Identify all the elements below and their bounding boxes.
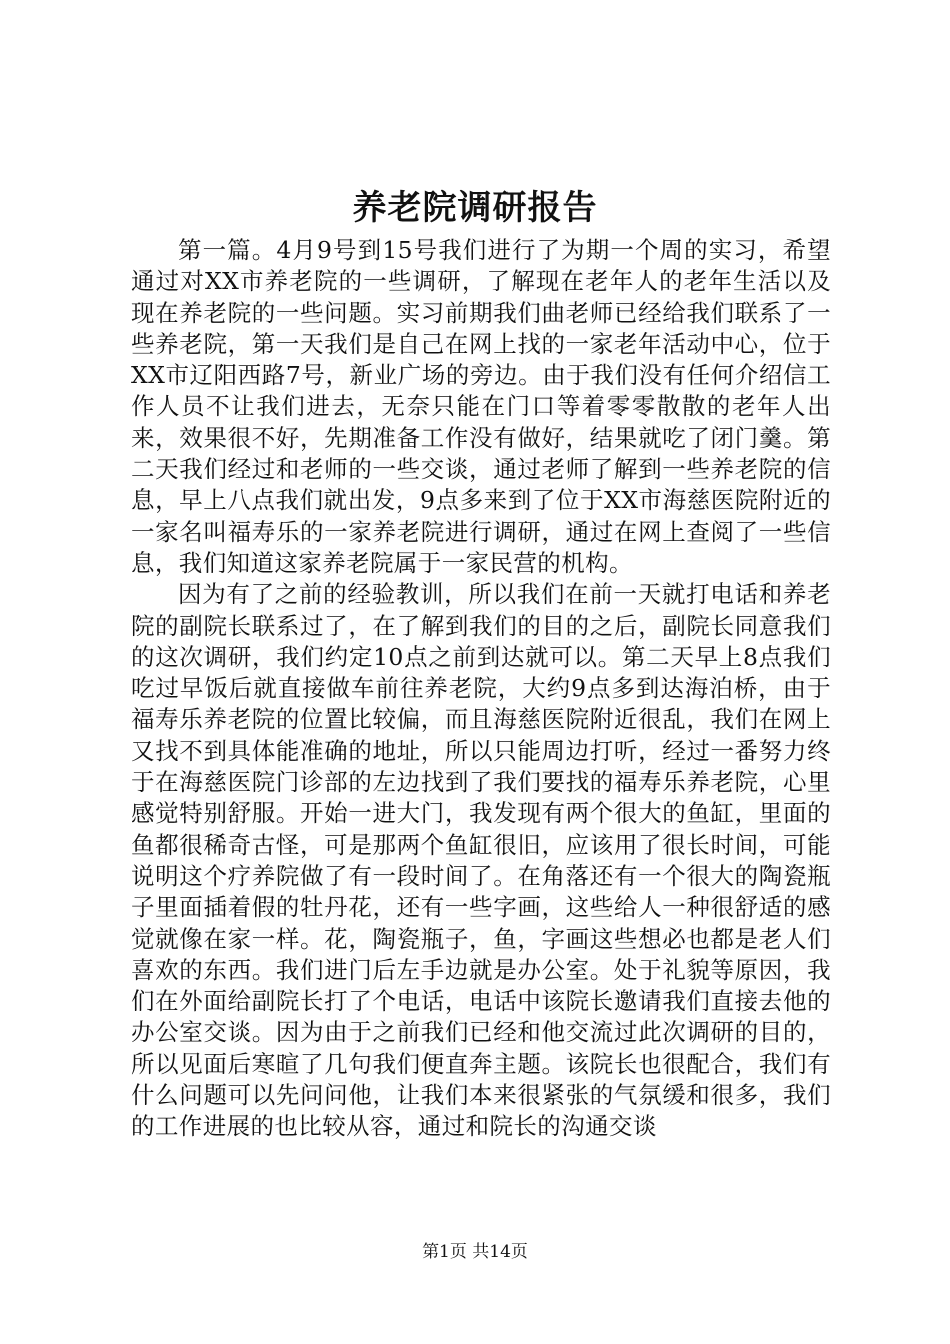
document-body	[131, 235, 831, 1143]
document-title: 养老院调研报告	[352, 188, 598, 228]
paragraph-1: 第一篇。4月9号到15号我们进行了为期一个周的实习，希望通过对XX市养老院的一些调研，了解现在老年人的老年生活以及现在养老院的一些问题。实习前期我们曲老师已经给我们联系了一些养老院，第一天我们是自己在网上找的一家老年活动中心，位于XX市辽阳西路7号，新业广场的旁边。由于我们没有任何介绍信工作人员不让我们进去，无奈只能在门口等着零零散散的老年人出来，效果很不好，先期准备工作没有做好，结果就吃了闭门羹。第二天我们经过和老师的一些交谈，通过老师了解到一些养老院的信息，早上八点我们就出发，9点多来到了位于XX市海慈医院附近的一家名叫福寿乐的一家养老院进行调研，通过在网上查阅了一些信息，我们知道这家养老院属于一家民营的机构。	[131, 236, 831, 577]
page-number-footer: 第1页 共14页	[422, 1242, 528, 1262]
paragraph-2: 因为有了之前的经验教训，所以我们在前一天就打电话和养老院的副院长联系过了，在了解到我们的目的之后，副院长同意我们的这次调研，我们约定10点之前到达就可以。第二天早上8点我们吃过早饭后就直接做车前往养老院，大约9点多到达海泊桥，由于福寿乐养老院的位置比较偏，而且海慈医院附近很乱，我们在网上又找不到具体能准确的地址，所以只能周边打听，经过一番努力终于在海慈医院门诊部的左边找到了我们要找的福寿乐养老院，心里感觉特别舒服。开始一进大门，我发现有两个很大的鱼缸，里面的鱼都很稀奇古怪，可是那两个鱼缸很旧，应该用了很长时间，可能说明这个疗养院做了有一段时间了。在角落还有一个很大的陶瓷瓶子里面插着假的牡丹花，还有一些字画，这些给人一种很舒适的感觉就像在家一样。花，陶瓷瓶子，鱼，字画这些想必也都是老人们喜欢的东西。我们进门后左手边就是办公室。处于礼貌等原因，我们在外面给副院长打了个电话，电话中该院长邀请我们直接去他的办公室交谈。因为由于之前我们已经和他交流过此次调研的目的，所以见面后寒暄了几句我们便直奔主题。该院长也很配合，我们有什么问题可以先问问他，让我们本来很紧张的气氛缓和很多，我们的工作进展的也比较从容，通过和院长的沟通交谈	[131, 580, 831, 1141]
